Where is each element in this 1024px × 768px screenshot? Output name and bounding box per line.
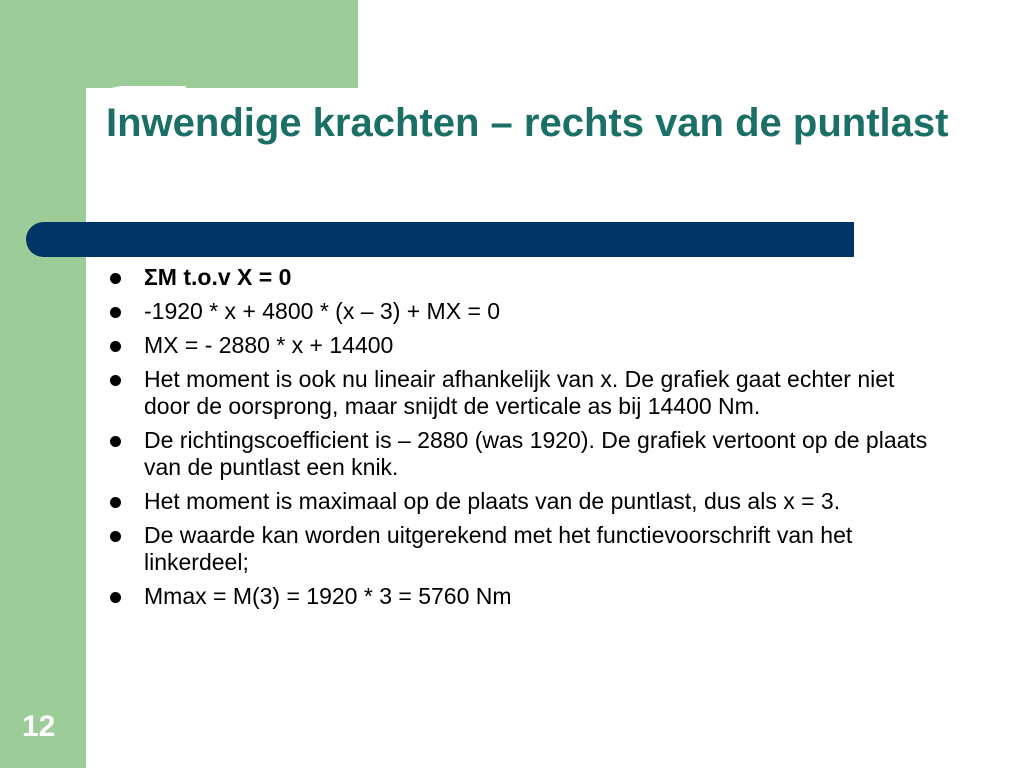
- bullet-dot-icon: [110, 341, 121, 352]
- bullet-dot-icon: [110, 436, 121, 447]
- decorative-navy-band: [26, 222, 854, 257]
- bullet-text: De waarde kan worden uitgerekend met het functievoorschrift van het linkerdeel;: [144, 522, 853, 575]
- bullet-dot-icon: [110, 531, 121, 542]
- decorative-green-side-bar: [0, 0, 86, 768]
- bullet-text: Mmax = M(3) = 1920 * 3 = 5760 Nm: [144, 583, 512, 609]
- bullet-item: [106, 427, 946, 481]
- bullet-dot-icon: [110, 273, 121, 284]
- bullet-dot-icon: [110, 307, 121, 318]
- bullet-item: [106, 332, 946, 359]
- bullet-item: [106, 366, 946, 420]
- bullet-item: [106, 298, 946, 325]
- bullet-text: Het moment is ook nu lineair afhankelijk van x. De grafiek gaat echter niet door de oorsprong, maar snijdt de verticale as bij 14400 Nm.: [144, 366, 895, 419]
- bullet-list: [106, 264, 946, 617]
- bullet-item: [106, 264, 946, 291]
- bullet-dot-icon: [110, 375, 121, 386]
- bullet-text: ΣM t.o.v X = 0: [144, 264, 292, 290]
- bullet-text: MX = - 2880 * x + 14400: [144, 332, 394, 358]
- bullet-dot-icon: [110, 497, 121, 508]
- slide-number: 12: [22, 710, 56, 743]
- slide-title: Inwendige krachten – rechts van de puntlast: [106, 101, 949, 145]
- bullet-item: [106, 522, 946, 576]
- bullet-dot-icon: [110, 592, 121, 603]
- bullet-text: Het moment is maximaal op de plaats van de puntlast, dus als x = 3.: [144, 488, 841, 514]
- bullet-text: -1920 * x + 4800 * (x – 3) + MX = 0: [144, 298, 501, 324]
- bullet-item: [106, 583, 946, 610]
- bullet-item: [106, 488, 946, 515]
- bullet-text: De richtingscoefficient is – 2880 (was 1920). De grafiek vertoont op de plaats van de puntlast een knik.: [144, 427, 928, 480]
